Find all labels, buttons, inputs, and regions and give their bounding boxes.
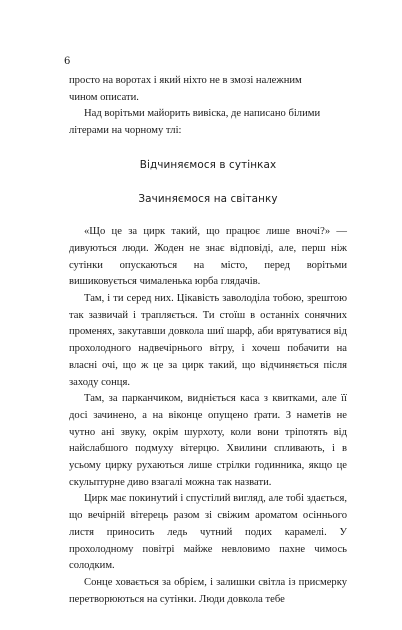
spacer bbox=[69, 207, 347, 224]
sign-line-opening: Відчиняємося в сутінках bbox=[139, 158, 277, 171]
paragraph: Там, за парканчиком, видніється каса з квитками, але її досі зачинено, а на віконце опущено ґрати. З наметів не чутно ані звуку, окрім шурхоту, коли вони тріпотять від найслабшого подмуху вітерцю. Хвилини спливають, і в усьому цирку рухаються лише стрілки годинника, якщо це скульптурне диво взагалі можна так назвати. bbox=[69, 393, 347, 488]
paragraph-continuation bbox=[69, 73, 347, 106]
paragraph: «Що це за цирк такий, що працює лише вночі?» — дивуються люди. Жоден не знає відповіді, але, перш ніж сутінки опускаються на місто, перед ворітьми вишиковується чималенька юрба глядачів. bbox=[69, 226, 347, 288]
paragraph-line: літерами на чорному тлі: bbox=[69, 125, 182, 137]
spacer bbox=[69, 174, 347, 191]
spacer bbox=[69, 140, 347, 157]
paragraph-line: Над ворітьми майорить вивіска, де написано білими bbox=[84, 108, 321, 120]
paragraph: Там, і ти серед них. Цікавість заволоділа тобою, зрештою так зазвичай і трапляється. Ти стоїш в останніх сонячних променях, закутавши довкола шиї шарф, аби врятуватися від прохолодного надвечірнього вітру, і хочеш побачити на власні очі, що ж це за цирк такий, що відчиняється після заходу сонця. bbox=[69, 293, 347, 388]
body-text bbox=[69, 73, 347, 608]
page-number: 6 bbox=[64, 56, 71, 67]
paragraph-line: просто на воротах і який ніхто не в змозі належним bbox=[69, 75, 302, 86]
paragraph: Цирк має покинутий і спустілий вигляд, але тобі здається, що вечірній вітерець разом зі свіжим ароматом осіннього листя приносить ледь чутний подих карамелі. У прохолодному повітрі майже невловимо пахне чимось солодким. bbox=[69, 493, 347, 572]
paragraph: Сонце ховається за обрієм, і залишки світла із присмерку перетворюються на сутінки. Люди довкола тебе bbox=[69, 576, 347, 605]
paragraph-sign-intro bbox=[69, 106, 347, 139]
sign-line-closing: Зачиняємося на світанку bbox=[138, 192, 278, 205]
paragraph-line: чином описати. bbox=[69, 91, 139, 103]
